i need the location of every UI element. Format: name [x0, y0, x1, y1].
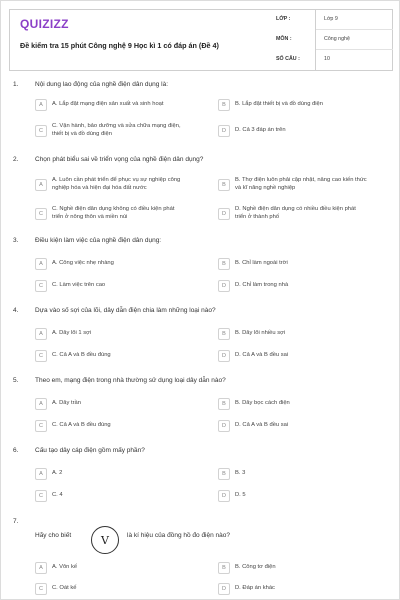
option-text: C. Nghề điện dân dụng không có điều kiện phát triển ở nông thôn và miền núi: [52, 206, 175, 220]
meta-row-count: [276, 50, 393, 70]
quizizz-logo: QUIZIZZ: [20, 17, 69, 31]
option-letter: B: [218, 258, 230, 270]
option-letter: B: [218, 99, 230, 111]
question-text: Theo em, mạng điện trong nhà thường sử dụng loại dây dẫn nào?: [35, 377, 226, 384]
option-letter: D: [218, 490, 230, 502]
voltmeter-symbol: [91, 526, 119, 554]
option-text: B. Lắp đặt thiết bị và đồ dùng điện: [235, 101, 323, 107]
option-text: D. Cả A và B đều sai: [235, 422, 289, 428]
option-letter: D: [218, 125, 230, 137]
option-letter: A: [35, 398, 47, 410]
option-text: C. Cả A và B đều đúng: [52, 422, 111, 428]
option-text: B. Dây lõi nhiều sợi: [235, 330, 286, 336]
question-text: Cấu tạo dây cáp điện gồm mấy phần?: [35, 447, 145, 454]
meta-table: [276, 10, 393, 70]
option-text: A. Vôn kế: [52, 564, 78, 570]
option-letter: B: [218, 468, 230, 480]
option-text: B. 3: [235, 470, 246, 476]
option-letter: A: [35, 258, 47, 270]
meta-key: MÔN :: [276, 36, 292, 42]
question-text-after: là kí hiệu của đồng hồ đo điện nào?: [127, 532, 231, 539]
option-letter: C: [35, 125, 47, 137]
option-text: D. Chỉ làm trong nhà: [235, 282, 289, 288]
voltmeter-symbol-letter: V: [101, 534, 109, 547]
option-letter: B: [218, 398, 230, 410]
option-letter: D: [218, 280, 230, 292]
worksheet-header: [9, 9, 393, 71]
option-letter: C: [35, 350, 47, 362]
option-text: B. Công tơ điện: [235, 564, 276, 570]
option-letter: A: [35, 328, 47, 340]
question-number: 5.: [13, 377, 19, 384]
option-text: A. 2: [52, 470, 63, 476]
question-number: 3.: [13, 237, 19, 244]
meta-key: LỚP :: [276, 16, 291, 22]
option-letter: D: [218, 583, 230, 595]
question-number: 6.: [13, 447, 19, 454]
option-letter: C: [35, 490, 47, 502]
meta-key: SỐ CÂU :: [276, 56, 300, 62]
option-letter: A: [35, 99, 47, 111]
option-text: B. Dây bọc cách điện: [235, 400, 290, 406]
option-text: A. Luôn cần phát triển để phục vụ sự nghiệp công nghiệp hóa và hiện đại hóa đất nước: [52, 177, 181, 191]
option-letter: D: [218, 208, 230, 220]
question-number: 1.: [13, 81, 19, 88]
question-number: 7.: [13, 518, 19, 525]
option-text: C. Oát kế: [52, 585, 77, 591]
option-letter: A: [35, 468, 47, 480]
question-number: 4.: [13, 307, 19, 314]
option-text: C. Vận hành, bảo dưỡng và sửa chữa mạng điện, thiết bị và đồ dùng điện: [52, 123, 181, 137]
option-text: C. 4: [52, 492, 63, 498]
meta-row-class: [276, 10, 393, 30]
option-letter: B: [218, 562, 230, 574]
question-text: Chọn phát biểu sai về triển vọng của nghề điện dân dụng?: [35, 156, 204, 163]
question-text-before: Hãy cho biết: [35, 532, 72, 539]
question-number: 2.: [13, 156, 19, 163]
option-letter: D: [218, 420, 230, 432]
option-text: C. Làm việc trên cao: [52, 282, 106, 288]
option-text: A. Dây lõi 1 sợi: [52, 330, 92, 336]
question-text: Dựa vào số sợi của lõi, dây dẫn điện chia làm những loại nào?: [35, 307, 216, 314]
option-text: D. 5: [235, 492, 246, 498]
option-letter: A: [35, 179, 47, 191]
option-text: B. Chỉ làm ngoài trời: [235, 260, 288, 266]
option-text: B. Thợ điện luôn phải cập nhật, nâng cao kiến thức và kĩ năng nghề nghiệp: [235, 177, 367, 191]
meta-row-subject: [276, 30, 393, 50]
meta-value: Lớp 9: [324, 16, 338, 22]
meta-value: Công nghệ: [324, 36, 350, 42]
option-text: D. Đáp án khác: [235, 585, 275, 591]
option-text: A. Lắp đặt mạng điện sản xuất và sinh hoạt: [52, 101, 164, 107]
option-text: D. Cả A và B đều sai: [235, 352, 289, 358]
option-text: A. Dây trần: [52, 400, 81, 406]
option-letter: A: [35, 562, 47, 574]
option-letter: C: [35, 280, 47, 292]
option-text: C. Cả A và B đều đúng: [52, 352, 111, 358]
option-letter: B: [218, 179, 230, 191]
question-text: Điều kiện làm việc của nghề điện dân dụng:: [35, 237, 162, 244]
option-letter: C: [35, 208, 47, 220]
option-letter: D: [218, 350, 230, 362]
worksheet-title: Đề kiểm tra 15 phút Công nghệ 9 Học kì 1 có đáp án (Đề 4): [20, 41, 219, 50]
meta-value: 10: [324, 56, 330, 62]
question-text: Nội dung lao động của nghề điện dân dụng là:: [35, 81, 168, 88]
option-text: D. Nghề điện dân dụng có nhiều điều kiện phát triển ở thành phố: [235, 206, 356, 220]
option-letter: C: [35, 420, 47, 432]
option-letter: C: [35, 583, 47, 595]
option-text: A. Công việc nhẹ nhàng: [52, 260, 114, 266]
option-letter: B: [218, 328, 230, 340]
option-text: D. Cả 3 đáp án trên: [235, 127, 286, 133]
